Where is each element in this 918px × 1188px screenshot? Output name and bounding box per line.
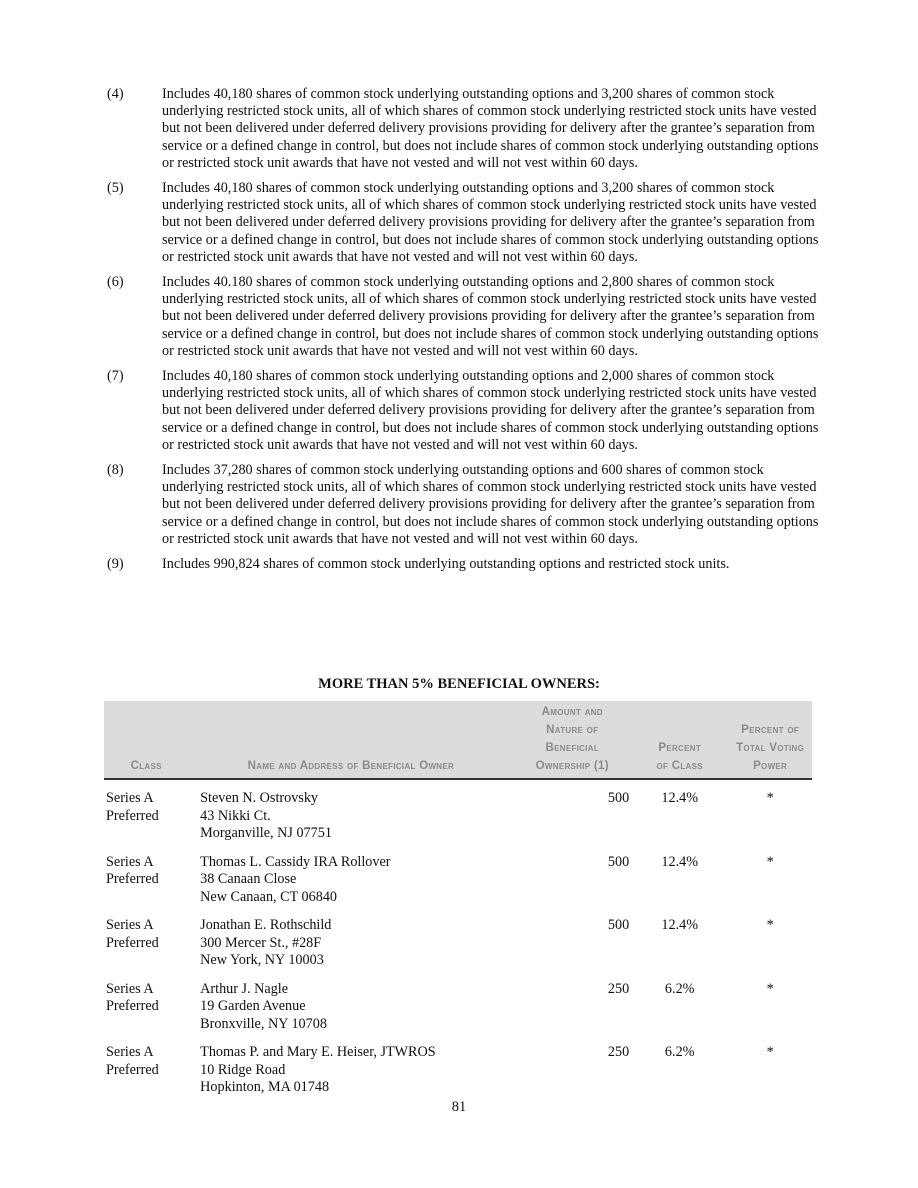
table-header-row <box>104 701 812 779</box>
class-line: Series A <box>106 853 154 870</box>
section-title: MORE THAN 5% BENEFICIAL OWNERS: <box>318 676 600 692</box>
cell-percent: 6.2% <box>664 1044 695 1060</box>
footnote-number: (4) <box>107 86 124 102</box>
owner-address: 300 Mercer St., #28F <box>200 934 322 951</box>
footnote <box>107 368 819 454</box>
cell-voting: * <box>766 1044 774 1060</box>
cell-class <box>104 981 188 1034</box>
footnote-number: (8) <box>107 462 124 479</box>
header-voting-line: Power <box>753 760 788 772</box>
owner-city: Hopkinton, MA 01748 <box>200 1079 330 1095</box>
class-line: Preferred <box>106 807 159 824</box>
footnote <box>107 86 819 172</box>
cell-voting: * <box>766 853 774 870</box>
table-row <box>104 790 812 843</box>
cell-amount: 250 <box>607 980 630 997</box>
cell-amount: 500 <box>607 917 630 933</box>
header-voting-line: Total Voting <box>736 742 805 754</box>
cell-percent: 6.2% <box>664 980 695 997</box>
footnote <box>107 180 819 266</box>
cell-percent: 12.4% <box>661 917 699 933</box>
cell-class <box>104 1044 188 1097</box>
header-amount <box>513 701 631 779</box>
table-row <box>104 981 812 1034</box>
table-row <box>104 1044 812 1097</box>
cell-amount: 250 <box>607 1044 630 1060</box>
header-voting-line: Percent of <box>741 724 800 736</box>
footnote-number: (5) <box>107 180 124 197</box>
cell-name-address <box>198 854 503 907</box>
table-row <box>104 917 812 970</box>
cell-class <box>104 790 188 843</box>
header-percent-class-line: Percent <box>658 742 702 754</box>
footnote <box>107 556 819 573</box>
footnote <box>107 462 819 548</box>
owner-address: 19 Garden Avenue <box>200 998 306 1014</box>
class-line: Preferred <box>106 998 159 1014</box>
cell-voting: * <box>766 790 774 806</box>
footnote-text: Includes 990,824 shares of common stock underlying outstanding options and restricted stock units. <box>162 556 730 573</box>
cell-percent: 12.4% <box>661 790 699 806</box>
footnote-text: Includes 40,180 shares of common stock underlying outstanding options and 3,200 shares of common stock underlying restricted stock units, all of which shares of common stock underlying restricted stock units have vested but not been delivered under deferred delivery provisions providing for delivery after the grantee’s separation from service or a defined change in control, but does not include shares of common stock underlying outstanding options or restricted stock unit awards that have not vested and will not vest within 60 days. <box>162 86 819 171</box>
owner-address: 43 Nikki Ct. <box>200 807 271 824</box>
class-line: Preferred <box>106 1061 159 1078</box>
owner-name: Thomas L. Cassidy IRA Rollover <box>200 853 391 870</box>
owner-name: Steven N. Ostrovsky <box>200 790 319 806</box>
class-line: Series A <box>106 980 154 997</box>
class-line: Preferred <box>106 934 159 951</box>
beneficial-owners-table <box>104 701 812 1097</box>
cell-percent: 12.4% <box>661 853 699 870</box>
footnote-text: Includes 37,280 shares of common stock underlying outstanding options and 600 shares of common stock underlying restricted stock units, all of which shares of common stock underlying restricted stock units have vested but not been delivered under deferred delivery provisions providing for delivery after the grantee’s separation from service or a defined change in control, but does not include shares of common stock underlying outstanding options or restricted stock unit awards that have not vested and will not vest within 60 days. <box>162 462 819 547</box>
owner-city: New Canaan, CT 06840 <box>200 888 338 905</box>
header-amount-line: Ownership (1) <box>535 760 609 772</box>
footnote-number: (6) <box>107 274 124 291</box>
cell-voting: * <box>766 980 774 997</box>
cell-amount: 500 <box>607 853 630 870</box>
cell-name-address <box>198 981 503 1034</box>
footnote-text: Includes 40.180 shares of common stock underlying outstanding options and 2,800 shares of common stock underlying restricted stock units, all of which shares of common stock underlying restricted stock units have vested but not been delivered under deferred delivery provisions providing for delivery after the grantee’s separation from service or a defined change in control, but does not include shares of common stock underlying outstanding options or restricted stock unit awards that have not vested and will not vest within 60 days. <box>162 274 819 359</box>
cell-class <box>104 854 188 907</box>
class-line: Series A <box>106 917 154 933</box>
owner-address: 10 Ridge Road <box>200 1061 286 1078</box>
header-percent-class-line: of Class <box>656 760 703 772</box>
table-row <box>104 854 812 907</box>
class-line: Series A <box>106 1044 154 1060</box>
cell-amount: 500 <box>607 790 630 806</box>
cell-voting: * <box>766 917 774 933</box>
cell-name-address <box>198 917 503 970</box>
header-class <box>104 701 188 779</box>
class-line: Preferred <box>106 871 159 887</box>
cell-name-address <box>198 1044 503 1097</box>
owner-city: New York, NY 10003 <box>200 952 324 968</box>
cell-class <box>104 917 188 970</box>
owner-city: Bronxville, NY 10708 <box>200 1015 327 1032</box>
footnote-text: Includes 40,180 shares of common stock underlying outstanding options and 2,000 shares of common stock underlying restricted stock units, all of which shares of common stock underlying restricted stock units have vested but not been delivered under deferred delivery provisions providing for delivery after the grantee’s separation from service or a defined change in control, but does not include shares of common stock underlying outstanding options or restricted stock unit awards that have not vested and will not vest within 60 days. <box>162 368 819 453</box>
header-percent-class <box>641 701 719 779</box>
footnote <box>107 274 819 360</box>
footnote-list <box>107 86 819 581</box>
header-name-address <box>198 701 503 779</box>
header-amount-line: Beneficial <box>545 742 600 754</box>
footnote-number: (7) <box>107 368 124 385</box>
header-amount-line: Amount and <box>541 706 603 718</box>
footnote-text: Includes 40,180 shares of common stock underlying outstanding options and 3,200 shares of common stock underlying restricted stock units, all of which shares of common stock underlying restricted stock units have vested but not been delivered under deferred delivery provisions providing for delivery after the grantee’s separation from service or a defined change in control, but does not include shares of common stock underlying outstanding options or restricted stock unit awards that have not vested and will not vest within 60 days. <box>162 180 819 265</box>
header-percent-voting <box>728 701 812 779</box>
header-amount-line: Nature of <box>546 724 599 736</box>
class-line: Series A <box>106 790 154 806</box>
owner-city: Morganville, NJ 07751 <box>200 825 332 841</box>
owner-name: Arthur J. Nagle <box>200 980 289 997</box>
owner-name: Thomas P. and Mary E. Heiser, JTWROS <box>200 1044 436 1060</box>
header-name-label: Name and Address of Beneficial Owner <box>247 760 455 772</box>
owner-name: Jonathan E. Rothschild <box>200 917 332 933</box>
header-class-label: Class <box>130 760 162 772</box>
owner-address: 38 Canaan Close <box>200 871 297 887</box>
page-number: 81 <box>451 1099 467 1115</box>
cell-name-address <box>198 790 503 843</box>
footnote-number: (9) <box>107 556 124 573</box>
